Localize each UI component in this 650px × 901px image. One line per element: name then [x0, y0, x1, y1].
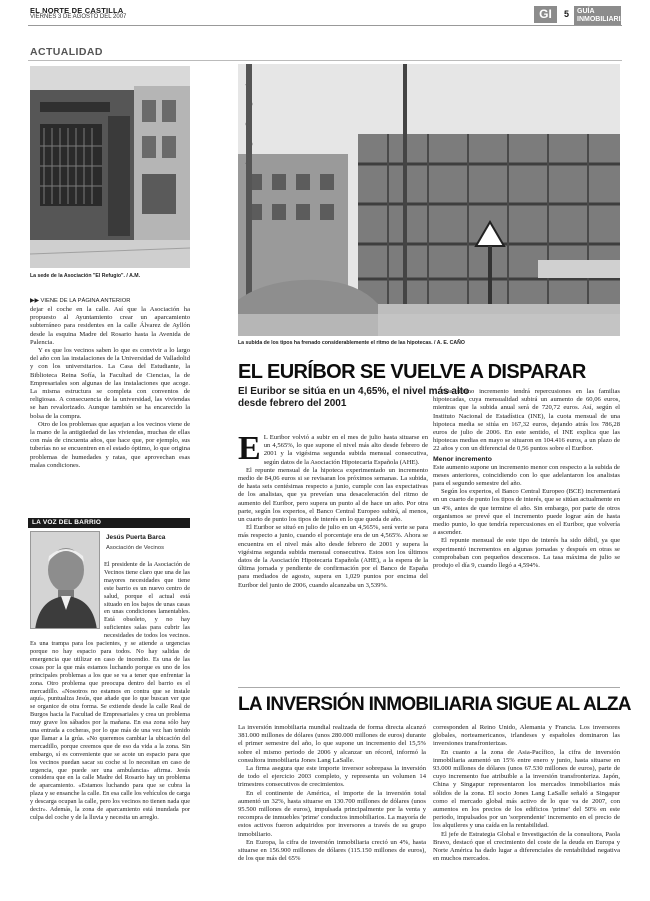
- resident-name: Jesús Puerta Barca: [106, 534, 166, 541]
- euribor-paragraph: L Euribor volvió a subir en el mes de julio hasta situarse en un 4,565%, lo que supone el nivel más alto desde febrero de 2001 y la vigésima segunda subida mensual consecutiva, según datos de la Asociación Hipotecaria Española (AHE).: [263, 434, 428, 466]
- left-article-paragraph: Otro de los problemas que aquejan a los vecinos viene de la mano de la antigüedad de las viviendas, muchas de ellas con más de cincuenta años, que hace que, por ejemplo, sus tuberías no se encuentren en el estado óptimo, lo que origina problemas de humedades y ratas, que aprovechan esas malas condiciones.: [30, 420, 190, 469]
- article-divider: [238, 687, 620, 688]
- facade-illustration: [30, 66, 190, 268]
- association-building-photo: [30, 66, 190, 268]
- section-short-badge: GI: [534, 6, 557, 23]
- header-rule: [28, 25, 622, 26]
- euribor-paragraph: El repunte mensual de este tipo de interés ha sido débil, ya que experimentó incrementos en algunas jornadas y después en otras se comprobaban con pequeños descensos. La tasa máxima de julio se produjo el día 9, cuando llegó a 4,594%.: [433, 537, 620, 570]
- page-number: 5: [563, 9, 569, 19]
- inversion-column-1: [238, 724, 426, 863]
- section-rule: [28, 60, 622, 61]
- euribor-subhead: Menor incremento: [433, 455, 492, 463]
- euribor-column-1: [238, 430, 428, 590]
- inversion-paragraph: La firma asegura que este importe inversor sobrepasa la inversión de todo el ejercicio 2003 completo, y representa un volumen 14 trimestres consecutivos de crecimientos.: [238, 765, 426, 789]
- left-article: [30, 298, 190, 470]
- section-label: ACTUALIDAD: [30, 46, 103, 58]
- continued-kicker-text: VIENE DE LA PÁGINA ANTERIOR: [40, 298, 131, 304]
- euribor-paragraph: El Euribor se situó en julio de julio en un 4,565%, será verte se para más respecto a junio, cuando el porcentaje era de un 4,565%. Ahora se encuentra en el nivel más alto desde febrero de 2001 y supera la vigésima segunda subida mensual consecutiva. Estos son los últimos datos de la Asociación Hipotecaria Española (AHE), a la espera de la última jornada y pendiente de confirmación por el Banco de España para mediados de agosto, supera en 1,029 puntos por encima del Euribor del junio de 2006, cuando alcanzaba un 3,539%.: [238, 524, 428, 589]
- euribor-paragraph: El repunte mensual de la hipoteca experimentado un incremento medio de 84,06 euros si se revisaran los próximos semanas. La subida, de hasta seis centésimas respecto a junio, cumple con las expectativas de los analistas, que ya preveían una desaceleración del ritmo de aumento del Euribor, pero supera un punto al de hace un año. Por otra parte, según los expertos, el Banco Central Europeo subirá, al menos, un cuarto de punto los tipos de interés en lo que queda de año.: [238, 466, 428, 524]
- euribor-paragraph: Este último incremento tendrá repercusiones en las familias hipotecadas, cuya mensualidad subirá un aumento de 60,06 euros, mientras que la subida anual será de 720,72 euros. Así, según el Instituto Nacional de Estadística (INE), la cuota mensual de una hipoteca media se sitúa en 167,32 euros, dejando atrás los 786,28 euros de julio de 2006. En este sentido, el INE explica que las hipotecas medias en mayo se situaron en 104.416 euros, a un plazo de 22 años y con un diferencial de 0,56 puntos sobre el Euribor.: [433, 388, 620, 453]
- euribor-paragraph: Según los expertos, el Banco Central Europeo (BCE) incrementará en un cuarto de punto los tipos de interés, que se sitúan actualmente en un 4%, antes de que termine el año. Sin embargo, por parte de otros organismos se prevé que el incremento puede lograr aún de hasta medio punto, lo que tendría repercusiones en el Euribor, que volvería a ascender.: [433, 488, 620, 537]
- voz-del-barrio-body: El presidente de la Asociación de Vecinos tiene claro que una de las mayores necesidades que tiene este barrio es un nuevo centro de salud, porque el actual está situado en los bajos de unas casas en unas condiciones lamentables. Está obsoleto, y no hay suficientes salas para cubrir las necesidades de todos los vecinos. Es una trampa para los pacientes, y se atiende a urgencias porque no hay espacio para todos. No hay salidas de emergencia que utilizar en caso de incendio. Es una de las cosas por la que más estamos luchando porque es uno de los principales problemas a los que se va a tener que enfrentar la zona. Otro problema que preocupa dentro del barrio es el mercadillo. «Nosotros no estamos en contra que se instale aquí», puntualiza Jesús, que añade que lo que buscan ver que se organice de otra forma. Se extiende desde la calle Real de Burgos hacia la Facultad de Empresariales y crea un problema muy grave los sábados por la mañana. En esa zona sólo hay una entrada a cocheras, por lo que más de una vez han tenido que llamar a la grúa. «No queremos cambiar la ubicación del mercadillo, porque creemos que de eso da vida a la zona. Sin embargo, sí es conveniente que se acote un espacio para que los vecinos puedan sacar su coche si lo necesitan en caso de urgencia, que puede ser una ambulancia» afirma. Jesús considera que en la calle Madre del Rosario hay un problema de aparcamiento. «Estamos luchando para que se cubra la plaza y se ensanche la calle. En esa calle los vehículos de carga y descarga ocupan la calle, pero los vecinos no tienen nada que decir». Además, la zona de aparcamiento está inundada por culpa del coche y de la lluvia y necesita un arreglo.: [30, 561, 190, 821]
- left-article-paragraph: Y es que los vecinos saben lo que es convivir a lo largo del año con las instalaciones de la Universidad de Valladolid y con los universitarios. La Casa del Estudiante, la Biblioteca Reina Sofía, la Facultad de Ciencias, la de Empresariales son algunas de las instalaciones que acoge. La misma estructura se completa con conventos de religiosas. A consecuencia de la universidad, las viviendas se han revalorizado. Aunque también se ha encarecido la bolsa de la compra.: [30, 347, 190, 420]
- euribor-paragraph: Este aumento supone un incremento menor con respecto a la subida de meses anteriores, coincidiendo con lo que adelantaron los analistas para el segundo semestre del año.: [433, 463, 620, 488]
- construction-site-photo: [238, 64, 620, 336]
- euribor-subheadline: El Euribor se sitúa en un 4,65%, el nivel más alto desde febrero del 2001: [238, 386, 470, 409]
- euribor-column-2: [433, 388, 620, 570]
- inversion-column-2: [433, 724, 620, 863]
- left-photo-caption: La sede de la Asociación "El Refugio". / A.M.: [30, 273, 141, 279]
- inversion-paragraph: En el continente de América, el importe de la inversión total aumentó un 32%, hasta situarse en 130.700 millones de dólares (unos 95.500 millones de euros), impulsada principalmente por la venta y recompra de inmuebles 'prime' conductos inmobiliarios. La mayoría de estos activos fueron adquiridos por inversores a través de su grupo inmobiliario.: [238, 789, 426, 838]
- section-name-badge: GUÍA INMOBILIARIA: [574, 6, 621, 25]
- euribor-dropcap: E: [238, 430, 261, 467]
- publication-name: EL NORTE DE CASTILLA: [30, 6, 124, 15]
- publication-date: VIERNES 3 DE AGOSTO DEL 2007: [30, 14, 127, 20]
- inversion-headline: LA INVERSIÓN INMOBILIARIA SIGUE AL ALZA: [238, 694, 631, 715]
- inversion-paragraph: corresponden al Reino Unido, Alemania y Francia. Los inversores globales, norteamericanos, irlandeses y españoles dominaron las inversiones transfronterizas.: [433, 724, 620, 748]
- voz-del-barrio-text: [30, 561, 190, 822]
- main-photo-caption: La subida de los tipos ha frenado considerablemente el ritmo de las hipotecas. / A. E. CAÑO: [238, 340, 465, 346]
- inversion-paragraph: La inversión inmobiliaria mundial realizada de forma directa alcanzó 381.000 millones de dólares (unos 280.000 millones de euros) durante el primer semestre del año, lo que supone un incremento del 15,5% sobre el mismo periodo de 2006 y alcanzar un récord, informó la consultora inmobiliaria Jones Lang LaSalle.: [238, 724, 426, 764]
- left-article-paragraph: dejar el coche en la calle. Así que la Asociación ha propuesto al Ayuntamiento crear un aparcamiento subterráneo para residentes en la calle Álvarez de Ayllón desde la esquina Madre del Rosario hasta la Avenida de Palencia.: [30, 306, 190, 346]
- inversion-paragraph: El jefe de Estrategia Global e Investigación de la consultora, Paola Bravo, destacó que el crecimiento del coste de la deuda en Europa y Norte América ha dado lugar a diferenciales de rentabilidad negativa en muchos mercados.: [433, 830, 620, 863]
- voz-del-barrio-banner: LA VOZ DEL BARRIO: [28, 518, 190, 528]
- euribor-headline: EL EURÍBOR SE VUELVE A DISPARAR: [238, 361, 586, 383]
- inversion-paragraph: En Europa, la cifra de inversión inmobiliaria creció un 4%, hasta situarse en 156.900 millones de dólares (115.150 millones de euros), de los que más del 65%: [238, 838, 426, 863]
- inversion-paragraph: En cuanto a la zona de Asia-Pacífico, la cifra de inversión inmobiliaria aumentó un 15% entre enero y junio, hasta situarse en 93.000 millones de dólares (unos 67.530 millones de euros), parte de cuyo incremento fue atribuible a la inversión transfronteriza. Japón, China y Singapur representaron los mercados inmobiliarios más sólidos de la zona. El socio Jones Lang LaSalle señaló a Singapur como el mercado global más activo de lo que va de 2007, con aumentos en los precios de los edificios 'prime' del 50% en este periodo, impulsados por un 'sorprendente' incremento en el precio de los alquileres y una caída en la rentabilidad.: [433, 748, 620, 830]
- continued-kicker: ▶▶ VIENE DE LA PÁGINA ANTERIOR: [30, 298, 131, 304]
- construction-illustration: [238, 64, 620, 336]
- portrait-spacer: [30, 561, 104, 633]
- resident-role: Asociación de Vecinos: [106, 545, 165, 551]
